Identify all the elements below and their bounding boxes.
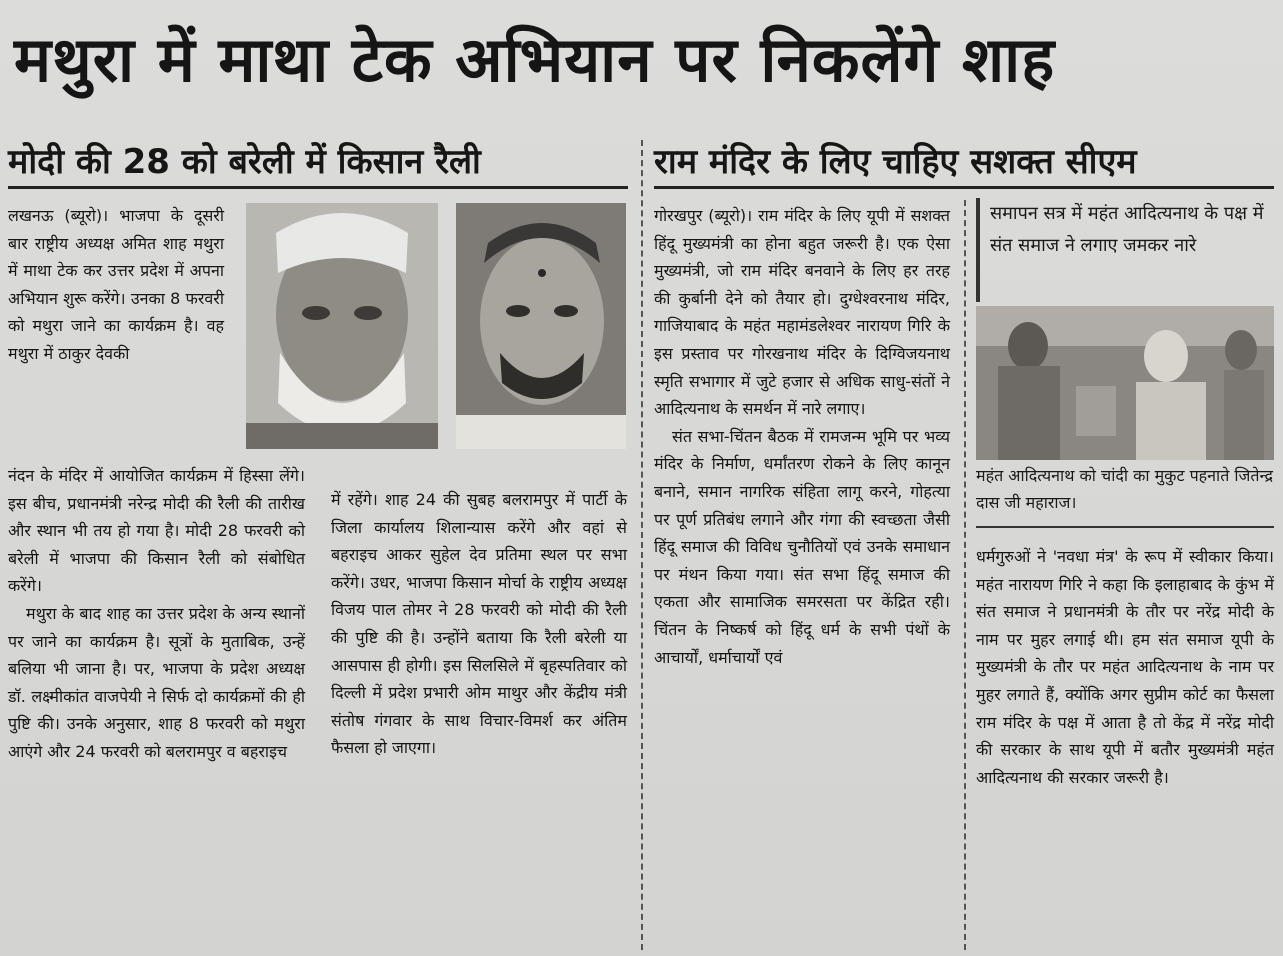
- right-story-para-1: गोरखपुर (ब्यूरो)। राम मंदिर के लिए यूपी में सशक्त हिंदू मुख्यमंत्री का होना बहुत जरूरी है। एक ऐसा मुख्यमंत्री, जो राम मंदिर बनवाने के लिए हर तरह की कुर्बानी देने को तैयार हो। दुग्धेश्वरनाथ मंदिर, गाजियाबाद के महंत महामंडलेश्वर नारायण गिरि के इस प्रस्ताव पर गोरखनाथ मंदिर के दिग्विजयनाथ स्मृति सभागार में जुटे हजार से अधिक साधु-संतों ने आदित्यनाथ के समर्थन में नारे लगाए।: [654, 206, 950, 419]
- left-subheadline: मोदी की 28 को बरेली में किसान रैली: [8, 142, 481, 182]
- right-story-para-3: धर्मगुरुओं ने 'नवधा मंत्र' के रूप में स्वीकार किया। महंत नारायण गिरि ने कहा कि इलाहाबाद के कुंभ में संत समाज ने प्रधानमंत्री के तौर पर नरेंद्र मोदी के नाम पर मुहर लगाई थी। हम संत समाज यूपी के मुख्यमंत्री के तौर पर महंत आदित्यनाथ के नाम पर मुहर लगाते हैं, क्योंकि अगर सुप्रीम कोर्ट का फैसला राम मंदिर के पक्ष में आता है तो केंद्र में नरेंद्र मोदी की सरकार के साथ यूपी में बतौर मुख्यमंत्री महंत आदित्यनाथ की सरकार जरूरी है।: [976, 547, 1274, 787]
- left-subheadline-rule: [8, 186, 628, 189]
- main-headline: मथुरा में माथा टेक अभियान पर निकलेंगे शाह: [14, 23, 1056, 96]
- left-story-para-1a: लखनऊ (ब्यूरो)। भाजपा के दूसरी बार राष्ट्रीय अध्यक्ष अमित शाह मथुरा में माथा टेक कर उत्तर प्रदेश में अपना अभियान शुरू करेंगे। उनका 8 फरवरी को मथुरा जाने का कार्यक्रम है। वह मथुरा में ठाकुर देवकी: [8, 206, 224, 363]
- left-story-col1-top: [8, 202, 224, 368]
- right-story-col1: [654, 202, 950, 671]
- left-story-col2: [331, 486, 627, 762]
- column-separator: [964, 200, 966, 950]
- left-story-para-3: में रहेंगे। शाह 24 की सुबह बलरामपुर में पार्टी के जिला कार्यालय शिलान्यास करेंगे और वहां से बहराइच आकर सुहेल देव प्रतिमा स्थल पर सभा करेंगे। उधर, भाजपा किसान मोर्चा के राष्ट्रीय अध्यक्ष विजय पाल तोमर ने 28 फरवरी को मोदी की रैली की पुष्टि की है। उन्होंने बताया कि रैली बरेली या आसपास ही होगी। इस सिलसिले में बृहस्पतिवार को दिल्ली में प्रदेश प्रभारी ओम माथुर और केंद्रीय मंत्री संतोष गंगवार के साथ विचार-विमर्श कर अंतिम फैसला हो जाएगा।: [331, 490, 627, 758]
- right-story-col2: [976, 543, 1274, 791]
- amit-shah-photo: [456, 203, 626, 449]
- ceremony-photo: [976, 306, 1274, 460]
- photo-caption: महंत आदित्यनाथ को चांदी का मुकुट पहनाते जितेन्द्र दास जी महाराज।: [976, 466, 1273, 512]
- pull-quote: समापन सत्र में महंत आदित्यनाथ के पक्ष में संत समाज ने लगाए जमकर नारे: [976, 198, 1272, 302]
- left-story-para-2: मथुरा के बाद शाह का उत्तर प्रदेश के अन्य स्थानों पर जाने का कार्यक्रम है। सूत्रों के मुताबिक, उन्हें बलिया भी जाना है। पर, भाजपा के प्रदेश अध्यक्ष डॉ. लक्ष्मीकांत वाजपेयी ने सिर्फ दो कार्यक्रमों की ही पुष्टि की। उनके अनुसार, शाह 8 फरवरी को मथुरा आएंगे और 24 फरवरी को बलरामपुर व बहराइच: [8, 603, 305, 761]
- right-story-para-2: संत सभा-चिंतन बैठक में रामजन्म भूमि पर भव्य मंदिर के निर्माण, धर्मांतरण रोकने के लिए कानून बनाने, समान नागरिक संहिता लागू करने, गोहत्या पर पूर्ण प्रतिबंध लगाने और गंगा की स्वच्छता जैसी हिंदू समाज की विविध चुनौतियों एवं उनके समाधान पर मंथन किया गया। संत सभा हिंदू समाज की एकता और सामाजिक समरसता पर केंद्रित रही। चिंतन के निष्कर्ष को हिंदू धर्म के सभी पंथों के आचार्यों, धर्माचार्यों एवं: [654, 426, 950, 667]
- caption-rule: [976, 526, 1274, 528]
- left-story-col1: [8, 462, 305, 766]
- modi-photo: [246, 203, 438, 449]
- right-subheadline-rule: [654, 186, 1274, 189]
- story-separator: [641, 140, 643, 950]
- left-story-para-1b: नंदन के मंदिर में आयोजित कार्यक्रम में हिस्सा लेंगे। इस बीच, प्रधानमंत्री नरेन्द्र मोदी की रैली की तारीख और स्थान भी तय हो गया है। मोदी 28 फरवरी को बरेली में भाजपा की किसान रैली को संबोधित करेंगे।: [8, 466, 305, 596]
- right-subheadline: राम मंदिर के लिए चाहिए सशक्त सीएम: [654, 142, 1137, 182]
